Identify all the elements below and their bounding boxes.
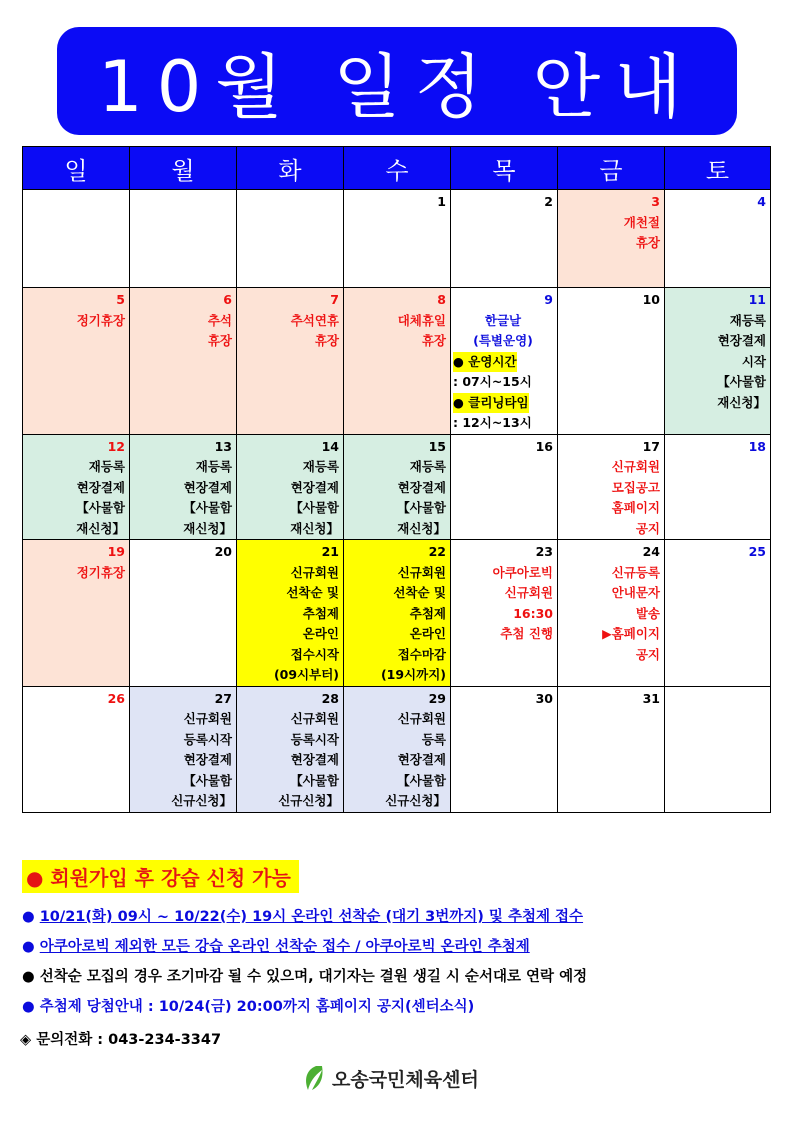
day-cell	[344, 686, 451, 812]
day-note: 신규등록	[611, 564, 660, 580]
day-number: 17	[642, 438, 660, 454]
day-number: 4	[757, 194, 766, 209]
day-cell	[130, 288, 237, 435]
day-number: 16	[535, 438, 553, 454]
day-note: 재신청】	[290, 520, 339, 536]
day-number: 31	[642, 690, 660, 706]
notice-text: 선착순 모집의 경우 조기마감 될 수 있으며, 대기자는 결원 생길 시 순서대로 연락 예정	[39, 969, 588, 985]
day-note: 현장결제	[397, 752, 446, 767]
day-note: 대체휴일	[397, 312, 446, 328]
day-note: 등록	[421, 731, 446, 747]
day-note: 안내문자	[611, 585, 660, 600]
day-note: 신규회원	[290, 564, 339, 580]
day-note: 【사물함	[183, 772, 232, 788]
weekday-mon: 월	[130, 147, 237, 190]
day-note: 신규회원	[290, 711, 339, 726]
day-cell	[451, 434, 558, 540]
day-number: 13	[214, 438, 232, 454]
weekday-thu: 목	[451, 147, 558, 190]
day-note: (19시까지)	[380, 667, 446, 682]
day-cell	[451, 190, 558, 288]
day-cell	[237, 540, 344, 687]
weekday-fri: 금	[558, 147, 665, 190]
day-note: 정기휴장	[76, 312, 125, 328]
day-cell	[344, 434, 451, 540]
day-note: 【사물함	[290, 500, 339, 515]
day-note: 휴장	[207, 333, 232, 348]
notice-headline: ● 회원가입 후 강습 신청 가능	[22, 860, 299, 893]
week-row	[23, 190, 771, 288]
day-number: 8	[437, 292, 446, 307]
day-cell-empty	[237, 190, 344, 288]
bullet-icon: ●	[22, 909, 35, 925]
day-note: 접수시작	[290, 646, 339, 662]
day-note: 16:30	[513, 605, 553, 621]
day-note: 선착순 및	[393, 585, 446, 600]
day-note: 모집공고	[611, 479, 660, 495]
day-number: 9	[544, 292, 553, 307]
day-note: 신규신청】	[171, 793, 232, 808]
day-number: 15	[428, 438, 446, 454]
day-note: 신규회원	[611, 459, 660, 474]
day-note: 추첨 진행	[500, 626, 553, 641]
day-cell	[23, 686, 130, 812]
day-note: 발송	[635, 605, 660, 621]
day-note: 현장결제	[290, 752, 339, 767]
notice-text: 추첨제 당첨안내 : 10/24(금) 20:00까지 홈페이지 공지(센터소식)	[39, 999, 475, 1015]
day-cell	[665, 434, 771, 540]
day-number: 6	[223, 292, 232, 307]
day-cell	[344, 540, 451, 687]
day-note: 등록시작	[183, 731, 232, 747]
day-cell	[130, 686, 237, 812]
day-number: 23	[535, 544, 553, 559]
day-note: 공지	[635, 646, 660, 662]
day-note: 현장결제	[290, 479, 339, 495]
day-note: 재등록	[409, 459, 446, 474]
bullet-icon: ●	[22, 999, 35, 1015]
week-row	[23, 686, 771, 812]
day-cell	[558, 288, 665, 435]
day-note: 온라인	[302, 626, 339, 641]
day-number: 5	[116, 292, 125, 307]
day-note: 휴장	[314, 333, 339, 348]
day-cell	[237, 686, 344, 812]
day-cell	[237, 288, 344, 435]
day-note: 등록시작	[290, 731, 339, 747]
day-number: 22	[428, 544, 446, 559]
weekday-sun: 일	[23, 147, 130, 190]
weekday-tue: 화	[237, 147, 344, 190]
day-number: 19	[107, 544, 125, 559]
weekday-wed: 수	[344, 147, 451, 190]
day-number: 11	[748, 292, 766, 307]
week-row	[23, 540, 771, 687]
day-note: 현장결제	[76, 479, 125, 495]
day-cell	[237, 434, 344, 540]
day-note: 재등록	[729, 312, 766, 328]
day-note: (특별운영)	[473, 333, 533, 348]
day-number: 20	[214, 544, 232, 559]
day-note: 현장결제	[397, 479, 446, 495]
day-note: 재신청】	[76, 520, 125, 536]
day-cell	[665, 190, 771, 288]
notice-section	[22, 860, 782, 1016]
day-cell	[23, 288, 130, 435]
day-cell	[23, 540, 130, 687]
notice-text: 10/21(화) 09시 ~ 10/22(수) 19시 온라인 선착순 (대기 3번까지) 및 추첨제 접수	[39, 909, 584, 925]
day-number: 14	[321, 438, 339, 454]
day-note: 재신청】	[397, 520, 446, 536]
leaf-logo-icon	[302, 1064, 326, 1092]
day-note: 【사물함	[397, 500, 446, 515]
day-note: 신규회원	[397, 564, 446, 580]
notice-line	[22, 995, 782, 1016]
day-number: 30	[535, 690, 553, 706]
weekday-sat: 토	[665, 147, 771, 190]
day-cell-empty	[665, 686, 771, 812]
day-cell	[665, 288, 771, 435]
day-note: 신규회원	[183, 711, 232, 726]
center-logo	[302, 1064, 479, 1092]
day-note: ▶홈페이지	[602, 626, 660, 641]
weekday-header-row	[23, 147, 771, 190]
day-cell	[451, 288, 558, 435]
day-cell-empty	[23, 190, 130, 288]
day-cell-empty	[130, 190, 237, 288]
day-note: 재신청】	[183, 520, 232, 536]
day-note: 현장결제	[183, 479, 232, 495]
day-number: 29	[428, 690, 446, 706]
day-cell	[558, 190, 665, 288]
calendar-table	[22, 146, 771, 813]
day-note: 신규신청】	[278, 793, 339, 808]
day-note: 한글날	[484, 312, 522, 328]
day-number: 25	[748, 544, 766, 559]
day-note: 재등록	[195, 459, 232, 474]
day-cell	[451, 686, 558, 812]
day-number: 21	[321, 544, 339, 559]
day-note: 선착순 및	[286, 585, 339, 600]
day-note: 시작	[741, 353, 766, 369]
day-note: 【사물함	[76, 500, 125, 515]
day-number: 26	[107, 690, 125, 706]
day-cell	[558, 434, 665, 540]
day-number: 3	[651, 194, 660, 209]
day-note: 아쿠아로빅	[492, 564, 553, 580]
logo-text: 오송국민체육센터	[332, 1068, 479, 1091]
day-note: 온라인	[409, 626, 446, 641]
day-number: 7	[330, 292, 339, 307]
day-note: 홈페이지	[611, 500, 660, 515]
day-note: (09시부터)	[273, 667, 339, 682]
title-banner	[57, 27, 737, 135]
week-row	[23, 288, 771, 435]
day-note: 공지	[635, 520, 660, 536]
day-cell	[344, 288, 451, 435]
day-note: 【사물함	[290, 772, 339, 788]
day-cell	[130, 540, 237, 687]
day-note: 현장결제	[183, 752, 232, 767]
notice-line	[22, 905, 782, 926]
day-number: 12	[107, 438, 125, 454]
day-note: 신규회원	[397, 711, 446, 726]
page-title: 10월 일정 안내	[98, 45, 696, 128]
day-cell	[558, 540, 665, 687]
day-note: 신규회원	[504, 585, 553, 600]
day-number: 27	[214, 690, 232, 706]
day-note: 신규신청】	[385, 793, 446, 808]
bullet-icon: ●	[22, 939, 35, 955]
contact-phone: ◈ 문의전화 : 043-234-3347	[20, 1032, 222, 1048]
day-cell	[558, 686, 665, 812]
day-number: 2	[544, 194, 553, 209]
day-note: 휴장	[421, 333, 446, 348]
day-note: 【사물함	[183, 500, 232, 515]
day-cell	[130, 434, 237, 540]
day-note: 정기휴장	[76, 564, 125, 580]
day-note: 추첨제	[302, 605, 339, 621]
day-number: 10	[642, 292, 660, 307]
day-note: 추석연휴	[290, 312, 339, 328]
day-note: 추석	[207, 312, 232, 328]
day-cell	[665, 540, 771, 687]
day-note: 추첨제	[409, 605, 446, 621]
day-cell	[23, 434, 130, 540]
day-note: 【사물함	[717, 374, 766, 389]
day-cell	[344, 190, 451, 288]
day-number: 24	[642, 544, 660, 559]
day-number: 18	[748, 438, 766, 454]
notice-text: 아쿠아로빅 제외한 모든 강습 온라인 선착순 접수 / 아쿠아로빅 온라인 추첨제	[39, 939, 530, 955]
day-note: 현장결제	[717, 333, 766, 348]
day-note: : 07시~15시	[453, 374, 532, 389]
day-note: 휴장	[635, 235, 660, 250]
day-note: 재등록	[302, 459, 339, 474]
day-note: 개천절	[623, 214, 660, 230]
day-note-highlight: ● 클리닝타임	[453, 393, 529, 414]
day-note: : 12시~13시	[453, 415, 532, 430]
bullet-icon: ●	[22, 969, 35, 985]
day-number: 1	[437, 194, 446, 209]
day-note-highlight: ● 운영시간	[453, 352, 517, 373]
day-note: 접수마감	[397, 646, 446, 662]
day-note: 재등록	[88, 459, 125, 474]
notice-line	[22, 935, 782, 956]
day-number: 28	[321, 690, 339, 706]
day-note: 【사물함	[397, 772, 446, 788]
day-note: 재신청】	[717, 394, 766, 410]
week-row	[23, 434, 771, 540]
notice-line	[22, 965, 782, 986]
day-cell	[451, 540, 558, 687]
